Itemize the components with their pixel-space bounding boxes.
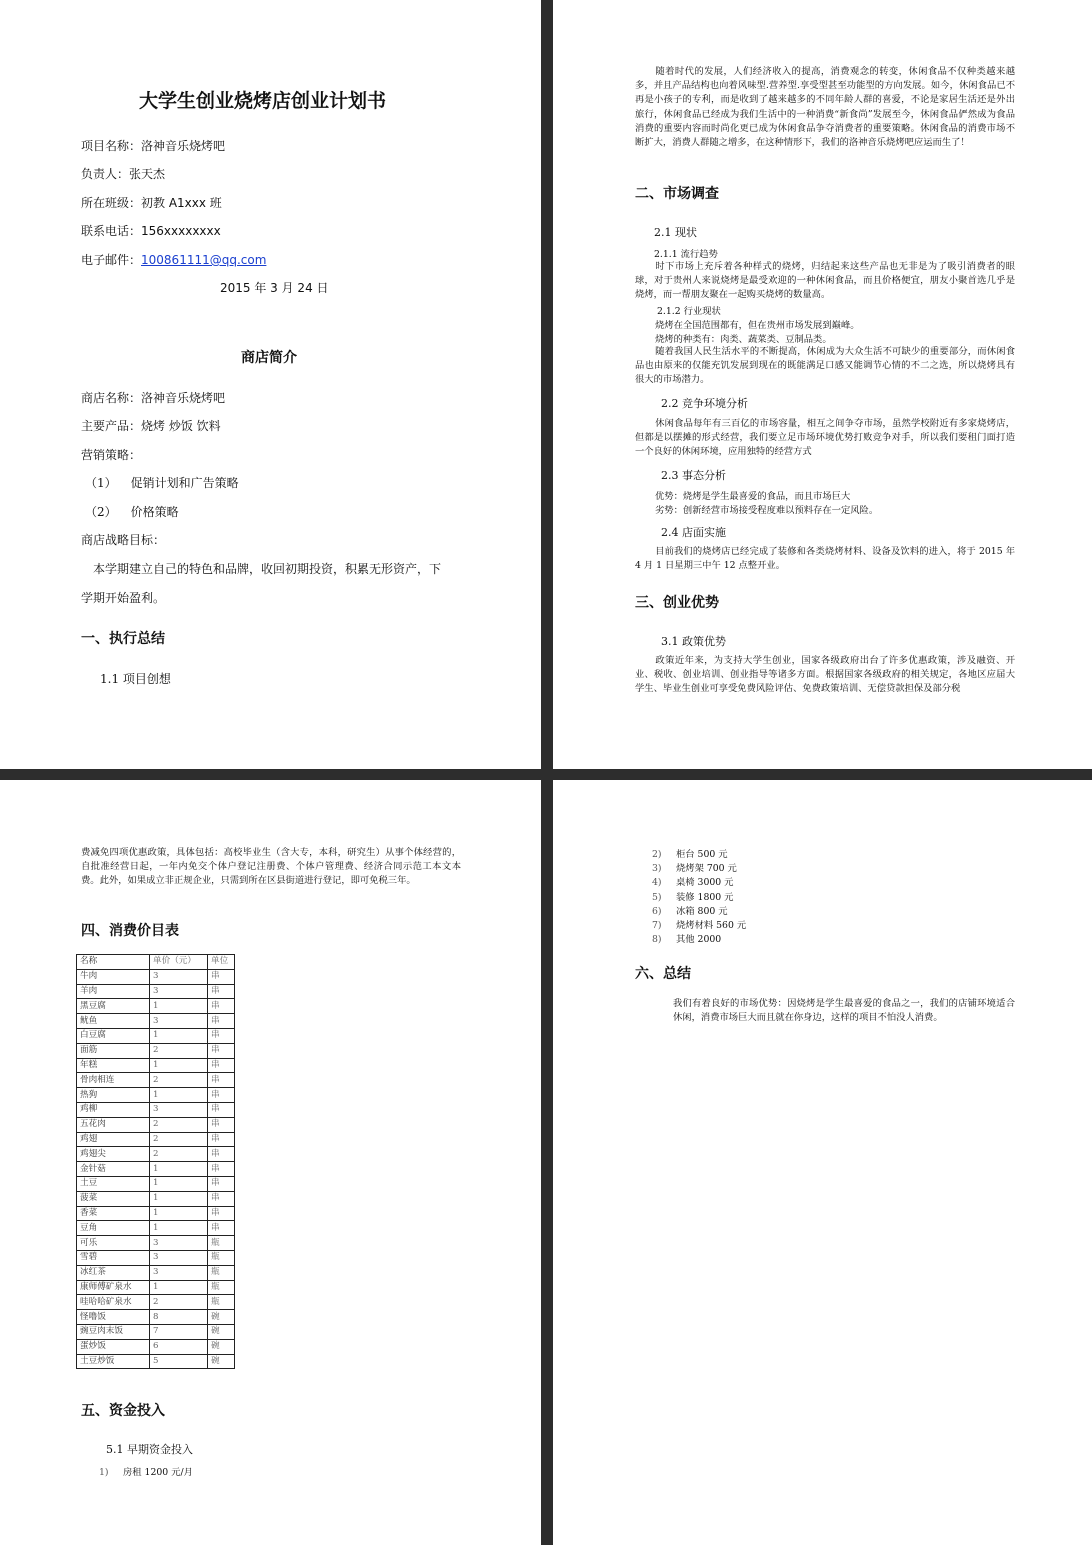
store-paragraph <box>635 545 1015 573</box>
strategy-2-num: （2） <box>85 505 117 519</box>
investment-item-1-num: 1) <box>99 1467 109 1478</box>
cell-unit: 瓶 <box>208 1295 235 1310</box>
subsection-2-2: 2.2 竞争环境分析 <box>661 397 748 410</box>
subsection-5-1: 5.1 早期资金投入 <box>106 1443 193 1456</box>
strategy-2-text: 价格策略 <box>130 505 179 519</box>
cell-unit: 串 <box>208 969 235 984</box>
cell-name: 五花肉 <box>77 1117 150 1132</box>
industry-paragraph <box>635 345 1015 388</box>
cell-unit: 串 <box>208 1043 235 1058</box>
table-row <box>77 1117 235 1132</box>
subsection-3-1: 3.1 政策优势 <box>661 635 726 648</box>
cell-unit: 瓶 <box>208 1280 235 1295</box>
investment-item-1-text: 房租 1200 元/月 <box>123 1467 193 1478</box>
investment-item-num: 6) <box>652 905 662 917</box>
main-products: 主要产品：烧烤 炒饭 饮料 <box>81 419 221 433</box>
table-row <box>77 1265 235 1280</box>
table-row <box>77 1028 235 1043</box>
phone-label: 联系电话： <box>81 224 142 238</box>
table-row <box>77 1162 235 1177</box>
header-unit: 单位 <box>208 955 235 970</box>
cell-unit: 串 <box>208 1132 235 1147</box>
cell-name: 菠菜 <box>77 1191 150 1206</box>
cell-unit: 碗 <box>208 1310 235 1325</box>
table-row <box>77 1191 235 1206</box>
investment-item <box>652 846 728 860</box>
industry-line-2: 烧烤的种类有：肉类、蔬菜类、豆制品类。 <box>655 334 832 345</box>
class-row <box>81 194 222 211</box>
cell-name: 骨肉相连 <box>77 1073 150 1088</box>
table-row <box>77 969 235 984</box>
goal-text-line1: 本学期建立自己的特色和品牌，收回初期投资，积累无形资产，下 <box>93 562 442 576</box>
table-row <box>77 1206 235 1221</box>
table-row <box>77 1176 235 1191</box>
disadvantage-line: 劣势：创新经营市场接受程度难以预料存在一定风险。 <box>655 505 879 516</box>
cell-unit: 碗 <box>208 1354 235 1369</box>
cell-unit: 串 <box>208 1073 235 1088</box>
industry-line-1: 烧烤在全国范围都有，但在贵州市场发展到巅峰。 <box>655 320 860 331</box>
cell-unit: 碗 <box>208 1339 235 1354</box>
table-row <box>77 984 235 999</box>
trend-paragraph <box>635 260 1015 303</box>
table-row <box>77 1043 235 1058</box>
table-row <box>77 1132 235 1147</box>
table-row <box>77 1236 235 1251</box>
cell-price: 2 <box>150 1147 208 1162</box>
section-4-heading: 四、消费价目表 <box>81 923 179 939</box>
subsection-1-1: 1.1 项目创想 <box>100 672 171 686</box>
cell-unit: 瓶 <box>208 1236 235 1251</box>
cell-price: 1 <box>150 1206 208 1221</box>
cell-price: 3 <box>150 1250 208 1265</box>
investment-item <box>652 903 728 917</box>
price-table <box>76 954 235 1369</box>
cell-name: 土豆 <box>77 1176 150 1191</box>
cell-name: 怪噜饭 <box>77 1310 150 1325</box>
strategy-1-num: （1） <box>85 476 117 490</box>
cell-unit: 串 <box>208 1191 235 1206</box>
table-row <box>77 1014 235 1029</box>
cell-unit: 串 <box>208 1162 235 1177</box>
header-price: 单价（元） <box>150 955 208 970</box>
investment-item <box>652 931 721 945</box>
cell-price: 2 <box>150 1132 208 1147</box>
investment-item <box>652 889 733 903</box>
cell-name: 雪碧 <box>77 1250 150 1265</box>
cell-unit: 碗 <box>208 1324 235 1339</box>
investment-item <box>652 874 733 888</box>
investment-item-num: 5) <box>652 891 662 903</box>
cell-unit: 串 <box>208 1147 235 1162</box>
cell-unit: 瓶 <box>208 1265 235 1280</box>
price-table-body <box>77 969 235 1369</box>
email-label: 电子邮件： <box>81 253 142 267</box>
cell-name: 豌豆肉末饭 <box>77 1324 150 1339</box>
investment-item <box>652 860 737 874</box>
price-table-header <box>77 955 235 970</box>
investment-item-text: 冰箱 800 元 <box>676 905 728 917</box>
cell-price: 1 <box>150 1058 208 1073</box>
cell-name: 鸡翅尖 <box>77 1147 150 1162</box>
strategy-2 <box>85 503 179 520</box>
investment-item <box>652 917 746 931</box>
table-row <box>77 1102 235 1117</box>
cell-name: 哇哈哈矿泉水 <box>77 1295 150 1310</box>
table-row <box>77 1073 235 1088</box>
strategy-1-text: 促销计划和广告策略 <box>130 476 239 490</box>
page-1 <box>0 0 541 769</box>
competition-paragraph <box>635 417 1015 460</box>
cell-name: 鸡柳 <box>77 1102 150 1117</box>
intro-paragraph-text: 随着时代的发展，人们经济收入的提高，消费观念的转变，休闲食品不仅种类越来越多，并且产品结构也向着风味型.营养型.享受型甚至功能型的方向发展。如今，休闲食品已不再是小孩子的专利，而是收到了越来越多的不同年龄人群的喜爱，不论是家居生活还是外出旅行，休闲食品已经成为我们生活中的一种消费“新食尚”发展至今，休闲食品俨然成为食品消费的重要内容而时尚化更已成为休闲食品争夺消费者的重要策略。休闲食品的消费市场不断扩大，消费人群随之增多，在这种情形下，我们的洛神音乐烧烤吧应运而生了！ <box>635 66 1015 149</box>
table-row <box>77 1324 235 1339</box>
cell-unit: 串 <box>208 1206 235 1221</box>
cell-price: 3 <box>150 1014 208 1029</box>
table-row <box>77 1295 235 1310</box>
page-4 <box>553 780 1092 1545</box>
cell-unit: 串 <box>208 1058 235 1073</box>
cell-unit: 串 <box>208 1176 235 1191</box>
cell-unit: 串 <box>208 984 235 999</box>
subsection-2-3: 2.3 事态分析 <box>661 469 726 482</box>
intro-paragraph <box>635 65 1015 150</box>
subsection-2-1: 2.1 现状 <box>654 226 697 239</box>
investment-item-text: 柜台 500 元 <box>676 849 728 860</box>
page-3 <box>0 780 541 1545</box>
cell-unit: 串 <box>208 1102 235 1117</box>
investment-item-text: 其他 2000 <box>676 934 722 946</box>
cell-name: 羊肉 <box>77 984 150 999</box>
cell-price: 1 <box>150 1028 208 1043</box>
cell-name: 豆角 <box>77 1221 150 1236</box>
investment-item-text: 装修 1800 元 <box>676 891 734 903</box>
cell-price: 3 <box>150 984 208 999</box>
policy-text: 政策近年来，为支持大学生创业，国家各级政府出台了许多优惠政策，涉及融资、开业、税收、创业培训、创业指导等诸多方面。根据国家各级政府的相关规定，各地区应届大学生、毕业生创业可享受免费风险评估、免费政策培训、无偿贷款担保及部分税 <box>635 655 1015 695</box>
cell-price: 1 <box>150 1280 208 1295</box>
cell-name: 黑豆腐 <box>77 999 150 1014</box>
table-row <box>77 1280 235 1295</box>
table-row <box>77 1354 235 1369</box>
document-title: 大学生创业烧烤店创业计划书 <box>139 90 387 112</box>
subsection-2-4: 2.4 店面实施 <box>661 526 726 539</box>
cell-unit: 串 <box>208 1028 235 1043</box>
investment-item-text: 烧烤架 700 元 <box>676 863 737 875</box>
shop-name: 商店名称：洛神音乐烧烤吧 <box>81 391 226 405</box>
cell-name: 面筋 <box>77 1043 150 1058</box>
cell-unit: 串 <box>208 999 235 1014</box>
cell-name: 鸡翅 <box>77 1132 150 1147</box>
cell-price: 1 <box>150 1221 208 1236</box>
cell-price: 1 <box>150 999 208 1014</box>
table-row <box>77 1088 235 1103</box>
competition-text: 休闲食品每年有三百亿的市场容量，相互之间争夺市场，虽然学校附近有多家烧烤店，但都是以摆摊的形式经营，我们要立足市场环境优势打败竞争对手，所以我们要租门面打造一个良好的休闲环境，应用独特的经营方式 <box>635 418 1015 458</box>
marketing-label: 营销策略： <box>81 448 142 462</box>
investment-item-text: 烧烤材料 560 元 <box>676 920 747 931</box>
cell-price: 1 <box>150 1162 208 1177</box>
store-text: 目前我们的烧烤店已经完成了装修和各类烧烤材料、设备及饮料的进入，将于 2015 年 4 月 1 日星期三中午 12 点整开业。 <box>635 546 1015 572</box>
project-name: 项目名称：洛神音乐烧烤吧 <box>81 139 226 153</box>
summary-paragraph: 我们有着良好的市场优势：因烧烤是学生最喜爱的食品之一，我们的店铺环境适合休闲，消费市场巨大而且就在你身边，这样的项目不怕没人消费。 <box>673 998 1015 1024</box>
cell-unit: 串 <box>208 1088 235 1103</box>
subsection-2-1-2: 2.1.2 行业现状 <box>657 306 721 317</box>
cell-name: 土豆炒饭 <box>77 1354 150 1369</box>
industry-text: 随着我国人民生活水平的不断提高，休闲成为大众生活不可缺少的重要部分，而休闲食品也由原来的仅能充饥发展到现在的既能满足口感又能调节心情的不二之选，所以烧烤具有很大的市场潜力。 <box>635 346 1015 386</box>
section-3-heading: 三、创业优势 <box>635 595 719 611</box>
leader: 负责人：张天杰 <box>81 167 166 181</box>
cell-name: 金针菇 <box>77 1162 150 1177</box>
email-link[interactable]: 100861111@qq.com <box>141 253 267 267</box>
table-row <box>77 1147 235 1162</box>
cell-price: 8 <box>150 1310 208 1325</box>
investment-item-1 <box>99 1464 193 1478</box>
investment-item-num: 3) <box>652 863 662 875</box>
cell-unit: 串 <box>208 1117 235 1132</box>
cell-price: 2 <box>150 1117 208 1132</box>
investment-item-text: 桌椅 3000 元 <box>676 877 734 889</box>
goal-text-line2: 学期开始盈利。 <box>81 591 166 605</box>
phone-value: 156xxxxxxxx <box>141 224 221 238</box>
cell-unit: 串 <box>208 1221 235 1236</box>
section-1-heading: 一、执行总结 <box>81 631 165 647</box>
intro-heading: 商店简介 <box>241 350 297 366</box>
investment-item-num: 8) <box>652 934 662 946</box>
policy-continued-paragraph: 费减免四项优惠政策，具体包括：高校毕业生（含大专，本科，研究生）从事个体经营的，自批准经营日起，一年内免交个体户登记注册费、个体户管理费、经济合同示范工本文本费。此外，如果成立非正规企业，只需到所在区县街道进行登记，即可免税三年。 <box>81 847 461 887</box>
subsection-2-1-1: 2.1.1 流行趋势 <box>654 249 718 260</box>
class-label: 所在班级： <box>81 196 142 210</box>
strategy-1 <box>85 474 239 491</box>
investment-item-num: 2) <box>652 849 662 860</box>
cell-name: 鱿鱼 <box>77 1014 150 1029</box>
section-6-heading: 六、总结 <box>635 966 691 982</box>
cell-unit: 瓶 <box>208 1250 235 1265</box>
cell-price: 3 <box>150 1265 208 1280</box>
table-row <box>77 1250 235 1265</box>
investment-item-num: 7) <box>652 920 662 931</box>
section-5-heading: 五、资金投入 <box>81 1403 165 1419</box>
cell-name: 冰红茶 <box>77 1265 150 1280</box>
table-row <box>77 1310 235 1325</box>
cell-price: 1 <box>150 1176 208 1191</box>
cell-price: 1 <box>150 1191 208 1206</box>
cell-unit: 串 <box>208 1014 235 1029</box>
cell-price: 6 <box>150 1339 208 1354</box>
advantage-line: 优势：烧烤是学生最喜爱的食品，而且市场巨大 <box>655 491 851 502</box>
investment-item-num: 4) <box>652 877 662 889</box>
document-date: 2015 年 3 月 24 日 <box>220 281 329 295</box>
table-row <box>77 1221 235 1236</box>
cell-price: 2 <box>150 1295 208 1310</box>
page-2 <box>553 0 1092 769</box>
section-2-heading: 二、市场调查 <box>635 186 719 202</box>
cell-name: 牛肉 <box>77 969 150 984</box>
cell-price: 7 <box>150 1324 208 1339</box>
table-row <box>77 999 235 1014</box>
cell-price: 2 <box>150 1073 208 1088</box>
cell-name: 年糕 <box>77 1058 150 1073</box>
goal-label: 商店战略目标： <box>81 533 166 547</box>
phone-row <box>81 222 221 239</box>
cell-price: 5 <box>150 1354 208 1369</box>
class-value: 初教 A1xxx 班 <box>141 196 222 210</box>
cell-price: 3 <box>150 1236 208 1251</box>
cell-price: 3 <box>150 969 208 984</box>
header-name: 名称 <box>77 955 150 970</box>
cell-name: 白豆腐 <box>77 1028 150 1043</box>
cell-price: 3 <box>150 1102 208 1117</box>
policy-paragraph <box>635 654 1015 698</box>
trend-text: 时下市场上充斥着各种样式的烧烤，归结起来这些产品也无非是为了吸引消费者的眼球，对于贵州人来说烧烤是最受欢迎的一种休闲食品，而且价格便宜，朋友小聚首选几乎是烧烤，而一帮朋友聚在一起购买烧烤的数量高。 <box>635 261 1015 301</box>
cell-price: 2 <box>150 1043 208 1058</box>
table-row <box>77 1339 235 1354</box>
cell-name: 蛋炒饭 <box>77 1339 150 1354</box>
email-row <box>81 251 266 268</box>
cell-price: 1 <box>150 1088 208 1103</box>
cell-name: 热狗 <box>77 1088 150 1103</box>
table-row <box>77 1058 235 1073</box>
cell-name: 可乐 <box>77 1236 150 1251</box>
cell-name: 康师傅矿泉水 <box>77 1280 150 1295</box>
cell-name: 香菜 <box>77 1206 150 1221</box>
